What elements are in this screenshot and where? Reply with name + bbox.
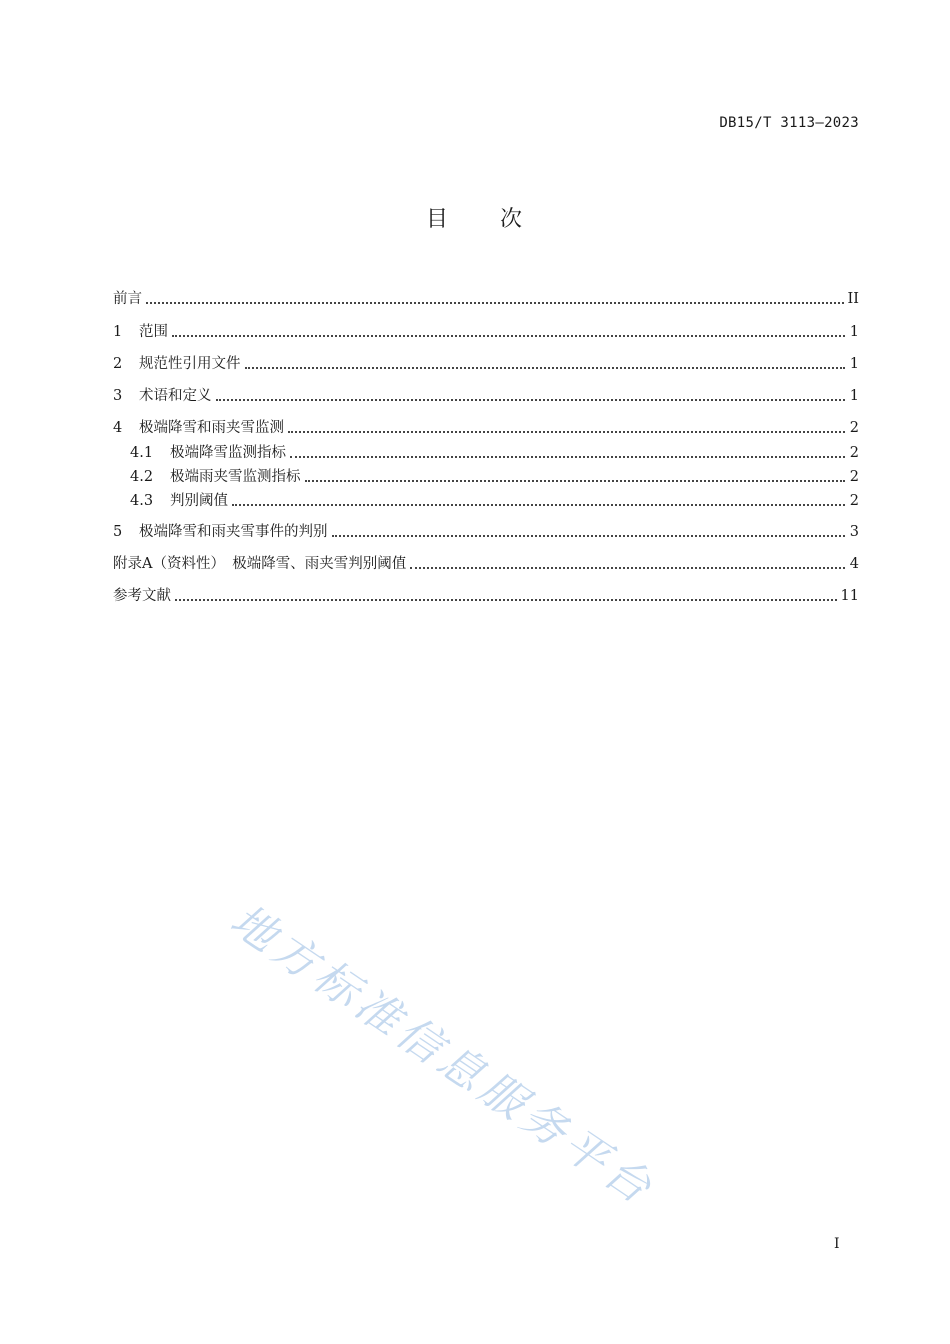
toc-label: 范围 xyxy=(139,324,168,340)
toc-label: 附录A（资料性） 极端降雪、雨夹雪判别阈值 xyxy=(113,556,407,572)
toc-page: 2 xyxy=(849,420,859,436)
toc-label: 极端雨夹雪监测指标 xyxy=(170,469,301,485)
toc-page: 2 xyxy=(849,469,859,485)
toc-page: 4 xyxy=(849,556,859,572)
toc-label: 术语和定义 xyxy=(139,388,212,404)
toc-leader xyxy=(410,566,845,569)
toc-entry-normative-references[interactable] xyxy=(113,352,859,374)
toc-number: 4.1 xyxy=(130,445,154,461)
toc-page: 1 xyxy=(849,388,859,404)
toc-page: 2 xyxy=(849,493,859,509)
watermark: 地方标准信息服务平台 xyxy=(221,894,665,1217)
title-char-right: 次 xyxy=(500,207,525,232)
toc-label: 极端降雪和雨夹雪监测 xyxy=(139,420,284,436)
toc-entry-foreword[interactable] xyxy=(113,287,859,309)
toc-label: 极端降雪和雨夹雪事件的判别 xyxy=(139,524,328,540)
toc-entry-4-1[interactable] xyxy=(130,441,859,463)
toc-entry-bibliography[interactable] xyxy=(113,584,859,606)
toc-leader xyxy=(305,479,846,482)
toc-leader xyxy=(172,334,845,337)
toc-leader xyxy=(216,398,846,401)
toc-page: 1 xyxy=(849,324,859,340)
toc-entry-4-3[interactable] xyxy=(130,489,859,511)
toc-entry-monitoring[interactable] xyxy=(113,416,859,438)
toc-number: 4.2 xyxy=(130,469,154,485)
toc-page: 11 xyxy=(840,588,859,604)
toc-leader xyxy=(245,366,846,369)
toc-number: 4.3 xyxy=(130,493,154,509)
toc-label: 前言 xyxy=(113,291,142,307)
toc-entry-identification[interactable] xyxy=(113,520,859,542)
toc-page: II xyxy=(847,291,859,307)
toc-leader xyxy=(146,301,844,304)
toc-leader xyxy=(288,430,845,433)
toc-leader xyxy=(232,503,845,506)
toc-label: 规范性引用文件 xyxy=(139,356,241,372)
toc-label: 参考文献 xyxy=(113,588,171,604)
toc-number: 1 xyxy=(113,324,123,340)
title-char-left: 目 xyxy=(425,207,450,232)
toc-entry-4-2[interactable] xyxy=(130,465,859,487)
toc-leader xyxy=(332,534,846,537)
toc-label: 极端降雪监测指标 xyxy=(170,445,286,461)
toc-leader xyxy=(290,455,845,458)
page-title xyxy=(0,202,950,233)
toc-entry-terms[interactable] xyxy=(113,384,859,406)
toc-label: 判别阈值 xyxy=(170,493,228,509)
toc-page: 1 xyxy=(849,356,859,372)
toc-leader xyxy=(175,598,837,601)
toc-page: 3 xyxy=(849,524,859,540)
toc-page: 2 xyxy=(849,445,859,461)
toc-number: 5 xyxy=(113,524,123,540)
toc-number: 4 xyxy=(113,420,123,436)
toc-entry-scope[interactable] xyxy=(113,320,859,342)
toc-number: 2 xyxy=(113,356,123,372)
document-code: DB15/T 3113—2023 xyxy=(719,115,859,131)
page-number: I xyxy=(834,1236,840,1252)
toc-entry-appendix-a[interactable] xyxy=(113,552,859,574)
toc-number: 3 xyxy=(113,388,123,404)
